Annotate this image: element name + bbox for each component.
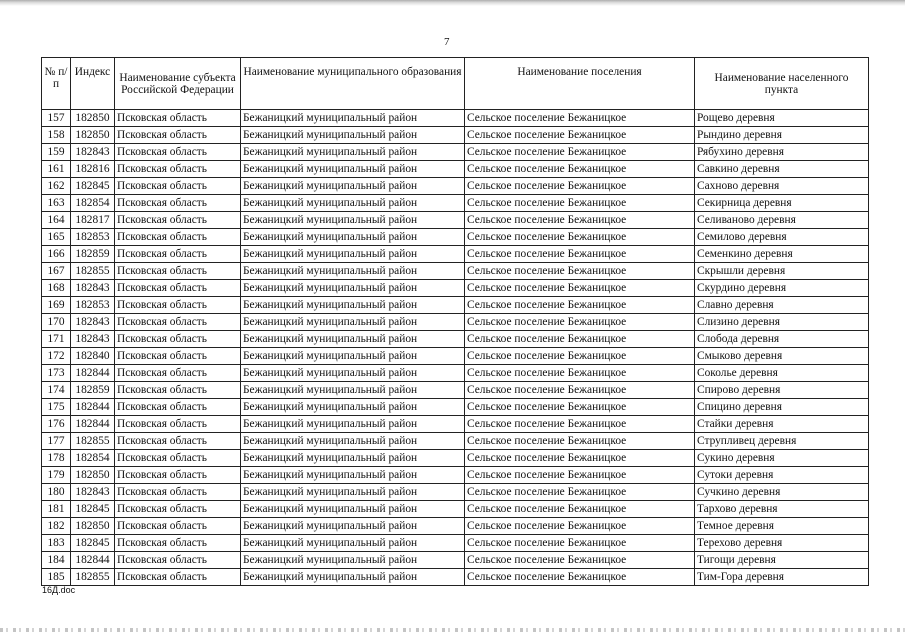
cell-locality: Спирово деревня (695, 382, 869, 399)
cell-num: 178 (42, 450, 71, 467)
cell-index: 182855 (71, 263, 115, 280)
cell-municipality: Бежаницкий муниципальный район (241, 144, 465, 161)
table-row (42, 127, 869, 144)
cell-subject: Псковская область (115, 399, 241, 416)
cell-municipality: Бежаницкий муниципальный район (241, 416, 465, 433)
cell-municipality: Бежаницкий муниципальный район (241, 433, 465, 450)
cell-subject: Псковская область (115, 110, 241, 127)
cell-index: 182859 (71, 246, 115, 263)
cell-municipality: Бежаницкий муниципальный район (241, 535, 465, 552)
cell-municipality: Бежаницкий муниципальный район (241, 212, 465, 229)
cell-index: 182843 (71, 314, 115, 331)
page-number: 7 (444, 36, 450, 48)
cell-locality: Терехово деревня (695, 535, 869, 552)
table-row (42, 365, 869, 382)
cell-num: 166 (42, 246, 71, 263)
cell-locality: Спицино деревня (695, 399, 869, 416)
cell-locality: Скурдино деревня (695, 280, 869, 297)
cell-settlement: Сельское поселение Бежаницкое (465, 280, 695, 297)
cell-subject: Псковская область (115, 280, 241, 297)
cell-municipality: Бежаницкий муниципальный район (241, 552, 465, 569)
cell-locality: Слобода деревня (695, 331, 869, 348)
cell-locality: Савкино деревня (695, 161, 869, 178)
cell-subject: Псковская область (115, 484, 241, 501)
cell-num: 176 (42, 416, 71, 433)
cell-settlement: Сельское поселение Бежаницкое (465, 110, 695, 127)
cell-municipality: Бежаницкий муниципальный район (241, 110, 465, 127)
cell-subject: Псковская область (115, 535, 241, 552)
cell-num: 164 (42, 212, 71, 229)
table-row (42, 535, 869, 552)
cell-settlement: Сельское поселение Бежаницкое (465, 501, 695, 518)
cell-municipality: Бежаницкий муниципальный район (241, 399, 465, 416)
cell-settlement: Сельское поселение Бежаницкое (465, 178, 695, 195)
table-body (42, 110, 869, 586)
table-row (42, 501, 869, 518)
cell-locality: Семилово деревня (695, 229, 869, 246)
cell-index: 182853 (71, 297, 115, 314)
cell-municipality: Бежаницкий муниципальный район (241, 229, 465, 246)
table-row (42, 569, 869, 586)
cell-settlement: Сельское поселение Бежаницкое (465, 365, 695, 382)
cell-municipality: Бежаницкий муниципальный район (241, 127, 465, 144)
cell-settlement: Сельское поселение Бежаницкое (465, 161, 695, 178)
cell-municipality: Бежаницкий муниципальный район (241, 195, 465, 212)
cell-municipality: Бежаницкий муниципальный район (241, 280, 465, 297)
cell-settlement: Сельское поселение Бежаницкое (465, 348, 695, 365)
table-row (42, 348, 869, 365)
cell-num: 179 (42, 467, 71, 484)
cell-municipality: Бежаницкий муниципальный район (241, 314, 465, 331)
cell-locality: Тигощи деревня (695, 552, 869, 569)
table-row (42, 433, 869, 450)
cell-num: 167 (42, 263, 71, 280)
cell-index: 182855 (71, 569, 115, 586)
cell-index: 182859 (71, 382, 115, 399)
cell-locality: Сутоки деревня (695, 467, 869, 484)
cell-municipality: Бежаницкий муниципальный район (241, 569, 465, 586)
cell-num: 171 (42, 331, 71, 348)
cell-locality: Сукино деревня (695, 450, 869, 467)
footer-filename: 16Д.doc (42, 585, 76, 595)
table-row (42, 518, 869, 535)
table-row (42, 161, 869, 178)
header-settlement: Наименование поселения (465, 58, 695, 110)
cell-num: 162 (42, 178, 71, 195)
cell-num: 180 (42, 484, 71, 501)
cell-locality: Стайки деревня (695, 416, 869, 433)
cell-subject: Псковская область (115, 212, 241, 229)
cell-index: 182843 (71, 280, 115, 297)
cell-municipality: Бежаницкий муниципальный район (241, 484, 465, 501)
cell-municipality: Бежаницкий муниципальный район (241, 161, 465, 178)
cell-index: 182845 (71, 178, 115, 195)
cell-num: 181 (42, 501, 71, 518)
cell-settlement: Сельское поселение Бежаницкое (465, 331, 695, 348)
table-row (42, 297, 869, 314)
cell-settlement: Сельское поселение Бежаницкое (465, 127, 695, 144)
cell-index: 182843 (71, 331, 115, 348)
cell-settlement: Сельское поселение Бежаницкое (465, 246, 695, 263)
table-row (42, 552, 869, 569)
cell-settlement: Сельское поселение Бежаницкое (465, 433, 695, 450)
cell-index: 182850 (71, 518, 115, 535)
cell-settlement: Сельское поселение Бежаницкое (465, 569, 695, 586)
cell-num: 175 (42, 399, 71, 416)
cell-subject: Псковская область (115, 331, 241, 348)
cell-subject: Псковская область (115, 144, 241, 161)
cell-num: 177 (42, 433, 71, 450)
cell-settlement: Сельское поселение Бежаницкое (465, 467, 695, 484)
header-num: № п/п (42, 58, 71, 110)
cell-index: 182855 (71, 433, 115, 450)
cell-settlement: Сельское поселение Бежаницкое (465, 450, 695, 467)
cell-settlement: Сельское поселение Бежаницкое (465, 518, 695, 535)
cell-index: 182840 (71, 348, 115, 365)
cell-locality: Рябухино деревня (695, 144, 869, 161)
table-row (42, 144, 869, 161)
cell-index: 182845 (71, 535, 115, 552)
table-header-row (42, 58, 869, 110)
cell-index: 182844 (71, 365, 115, 382)
cell-subject: Псковская область (115, 467, 241, 484)
scan-edge-top (0, 0, 905, 6)
cell-num: 158 (42, 127, 71, 144)
cell-municipality: Бежаницкий муниципальный район (241, 450, 465, 467)
cell-subject: Псковская область (115, 518, 241, 535)
table-row (42, 195, 869, 212)
cell-locality: Темное деревня (695, 518, 869, 535)
cell-num: 163 (42, 195, 71, 212)
cell-settlement: Сельское поселение Бежаницкое (465, 314, 695, 331)
cell-subject: Псковская область (115, 382, 241, 399)
cell-settlement: Сельское поселение Бежаницкое (465, 399, 695, 416)
cell-locality: Селиваново деревня (695, 212, 869, 229)
cell-locality: Сахново деревня (695, 178, 869, 195)
cell-subject: Псковская область (115, 433, 241, 450)
table-row (42, 110, 869, 127)
cell-num: 183 (42, 535, 71, 552)
cell-locality: Соколье деревня (695, 365, 869, 382)
cell-index: 182845 (71, 501, 115, 518)
cell-subject: Псковская область (115, 127, 241, 144)
cell-num: 174 (42, 382, 71, 399)
cell-subject: Псковская область (115, 263, 241, 280)
table-row (42, 382, 869, 399)
cell-subject: Псковская область (115, 229, 241, 246)
table-row (42, 263, 869, 280)
cell-index: 182843 (71, 484, 115, 501)
cell-municipality: Бежаницкий муниципальный район (241, 348, 465, 365)
cell-settlement: Сельское поселение Бежаницкое (465, 297, 695, 314)
cell-locality: Сучкино деревня (695, 484, 869, 501)
cell-subject: Псковская область (115, 416, 241, 433)
table-row (42, 280, 869, 297)
cell-index: 182850 (71, 127, 115, 144)
cell-settlement: Сельское поселение Бежаницкое (465, 229, 695, 246)
cell-locality: Скрышли деревня (695, 263, 869, 280)
cell-subject: Псковская область (115, 569, 241, 586)
cell-num: 172 (42, 348, 71, 365)
cell-settlement: Сельское поселение Бежаницкое (465, 484, 695, 501)
cell-subject: Псковская область (115, 348, 241, 365)
header-municipality: Наименование муниципального образования (241, 58, 465, 110)
cell-settlement: Сельское поселение Бежаницкое (465, 416, 695, 433)
header-locality: Наименование населенного пункта (695, 58, 869, 110)
cell-settlement: Сельское поселение Бежаницкое (465, 144, 695, 161)
cell-locality: Смыково деревня (695, 348, 869, 365)
cell-num: 165 (42, 229, 71, 246)
cell-subject: Псковская область (115, 314, 241, 331)
cell-index: 182816 (71, 161, 115, 178)
cell-settlement: Сельское поселение Бежаницкое (465, 263, 695, 280)
table-row (42, 467, 869, 484)
cell-index: 182850 (71, 110, 115, 127)
cell-index: 182853 (71, 229, 115, 246)
cell-subject: Псковская область (115, 501, 241, 518)
cell-locality: Слизино деревня (695, 314, 869, 331)
cell-num: 157 (42, 110, 71, 127)
cell-municipality: Бежаницкий муниципальный район (241, 365, 465, 382)
cell-municipality: Бежаницкий муниципальный район (241, 246, 465, 263)
cell-subject: Псковская область (115, 161, 241, 178)
cell-num: 169 (42, 297, 71, 314)
header-subject: Наименование субъекта Российской Федерации (115, 58, 241, 110)
cell-index: 182843 (71, 144, 115, 161)
cell-locality: Рощево деревня (695, 110, 869, 127)
cell-subject: Псковская область (115, 178, 241, 195)
cell-municipality: Бежаницкий муниципальный район (241, 297, 465, 314)
cell-num: 161 (42, 161, 71, 178)
cell-locality: Рындино деревня (695, 127, 869, 144)
cell-locality: Секирница деревня (695, 195, 869, 212)
cell-subject: Псковская область (115, 552, 241, 569)
table-row (42, 178, 869, 195)
cell-index: 182844 (71, 399, 115, 416)
cell-num: 184 (42, 552, 71, 569)
localities-table (41, 57, 869, 586)
cell-subject: Псковская область (115, 365, 241, 382)
cell-settlement: Сельское поселение Бежаницкое (465, 382, 695, 399)
cell-locality: Славно деревня (695, 297, 869, 314)
cell-locality: Тим-Гора деревня (695, 569, 869, 586)
table-row (42, 484, 869, 501)
table-row (42, 450, 869, 467)
cell-subject: Псковская область (115, 195, 241, 212)
cell-settlement: Сельское поселение Бежаницкое (465, 212, 695, 229)
table-row (42, 246, 869, 263)
cell-subject: Псковская область (115, 297, 241, 314)
cell-index: 182844 (71, 552, 115, 569)
cell-subject: Псковская область (115, 246, 241, 263)
cell-locality: Семенкино деревня (695, 246, 869, 263)
cell-settlement: Сельское поселение Бежаницкое (465, 552, 695, 569)
cell-municipality: Бежаницкий муниципальный район (241, 501, 465, 518)
table-row (42, 416, 869, 433)
cell-municipality: Бежаницкий муниципальный район (241, 518, 465, 535)
cell-num: 170 (42, 314, 71, 331)
scan-edge-bottom (0, 628, 905, 632)
cell-municipality: Бежаницкий муниципальный район (241, 331, 465, 348)
cell-settlement: Сельское поселение Бежаницкое (465, 195, 695, 212)
cell-index: 182854 (71, 195, 115, 212)
table-row (42, 331, 869, 348)
cell-num: 159 (42, 144, 71, 161)
cell-municipality: Бежаницкий муниципальный район (241, 382, 465, 399)
table-row (42, 314, 869, 331)
cell-index: 182850 (71, 467, 115, 484)
cell-municipality: Бежаницкий муниципальный район (241, 263, 465, 280)
cell-index: 182817 (71, 212, 115, 229)
cell-locality: Струпливец деревня (695, 433, 869, 450)
header-index: Индекс (71, 58, 115, 110)
cell-num: 185 (42, 569, 71, 586)
cell-subject: Псковская область (115, 450, 241, 467)
cell-locality: Тархово деревня (695, 501, 869, 518)
table-row (42, 399, 869, 416)
cell-num: 168 (42, 280, 71, 297)
cell-municipality: Бежаницкий муниципальный район (241, 178, 465, 195)
cell-municipality: Бежаницкий муниципальный район (241, 467, 465, 484)
table-row (42, 229, 869, 246)
cell-settlement: Сельское поселение Бежаницкое (465, 535, 695, 552)
cell-num: 173 (42, 365, 71, 382)
cell-num: 182 (42, 518, 71, 535)
cell-index: 182844 (71, 416, 115, 433)
cell-index: 182854 (71, 450, 115, 467)
table-row (42, 212, 869, 229)
